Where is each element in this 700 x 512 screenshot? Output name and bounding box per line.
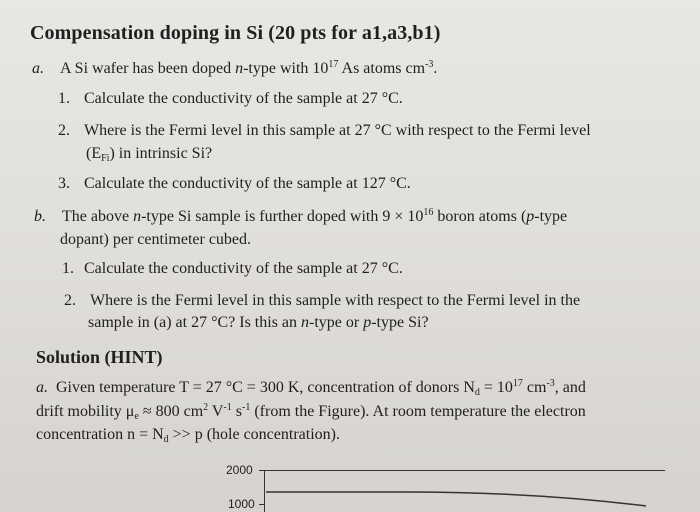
part-b-label: b. — [34, 208, 46, 225]
part-b-q2 — [64, 291, 580, 311]
figure-curve — [266, 472, 686, 512]
part-b-stem — [34, 207, 567, 227]
part-a-q1 — [58, 89, 403, 109]
part-b-q2-line1: Where is the Fermi level in this sample with respect to the Fermi level in the — [90, 292, 581, 309]
page-title: Compensation doping in Si (20 pts for a1,a3,b1) — [30, 22, 441, 44]
part-a-q2-cont: $(E_{Fi})$ in intrinsic Si? — [86, 145, 213, 164]
part-a-stem-text: A Si wafer has been doped n-type with $10^{17}$ As atoms $cm^{-3}$. — [60, 59, 438, 77]
part-a-q2 — [58, 121, 591, 141]
q-number: 1. — [58, 90, 70, 107]
part-a-label: a. — [32, 60, 44, 77]
part-a-stem — [32, 59, 437, 79]
q-number: 2. — [64, 292, 76, 309]
q-number: 1. — [62, 260, 74, 277]
q-number: 3. — [58, 175, 70, 192]
part-a-q2-line1: Where is the Fermi level in this sample at 27 °C with respect to the Fermi level — [84, 122, 591, 139]
part-b-q1 — [62, 259, 403, 279]
figure-tick-label: 2000 — [226, 463, 253, 477]
part-b-stem-line1: The above n-type Si sample is further doped with $9 \times 10^{16}$ boron atoms (p-type — [62, 207, 568, 225]
solution-line1 — [36, 378, 586, 398]
solution-line3: concentration $n = N_d >> p$ (hole concentration). — [36, 426, 340, 445]
part-a-q1-text: Calculate the conductivity of the sample at 27 °C. — [84, 90, 403, 107]
figure-tick-label: 1000 — [228, 497, 255, 511]
part-b-q2-cont: sample in (a) at 27 °C? Is this an n-type or p-type Si? — [88, 314, 429, 331]
part-a-q3 — [58, 174, 411, 194]
q-number: 2. — [58, 122, 70, 139]
solution-line2: drift mobility $\mu_e \approx 800$ $cm^2$ $V^{-1}$ $s^{-1}$ (from the Figure). At room temperature the electron — [36, 402, 586, 422]
solution-heading: Solution (HINT) — [36, 347, 163, 367]
solution-label: a. — [36, 379, 48, 396]
part-b-q1-text: Calculate the conductivity of the sample at 27 °C. — [84, 260, 403, 277]
part-b-stem-cont: dopant) per centimeter cubed. — [60, 231, 252, 248]
solution-line1-text: Given temperature T = 27 °C = 300 K, concentration of donors $N_d = 10^{17}$ $cm^{-3}$, and — [56, 378, 586, 398]
part-a-q3-text: Calculate the conductivity of the sample at 127 °C. — [84, 175, 411, 192]
